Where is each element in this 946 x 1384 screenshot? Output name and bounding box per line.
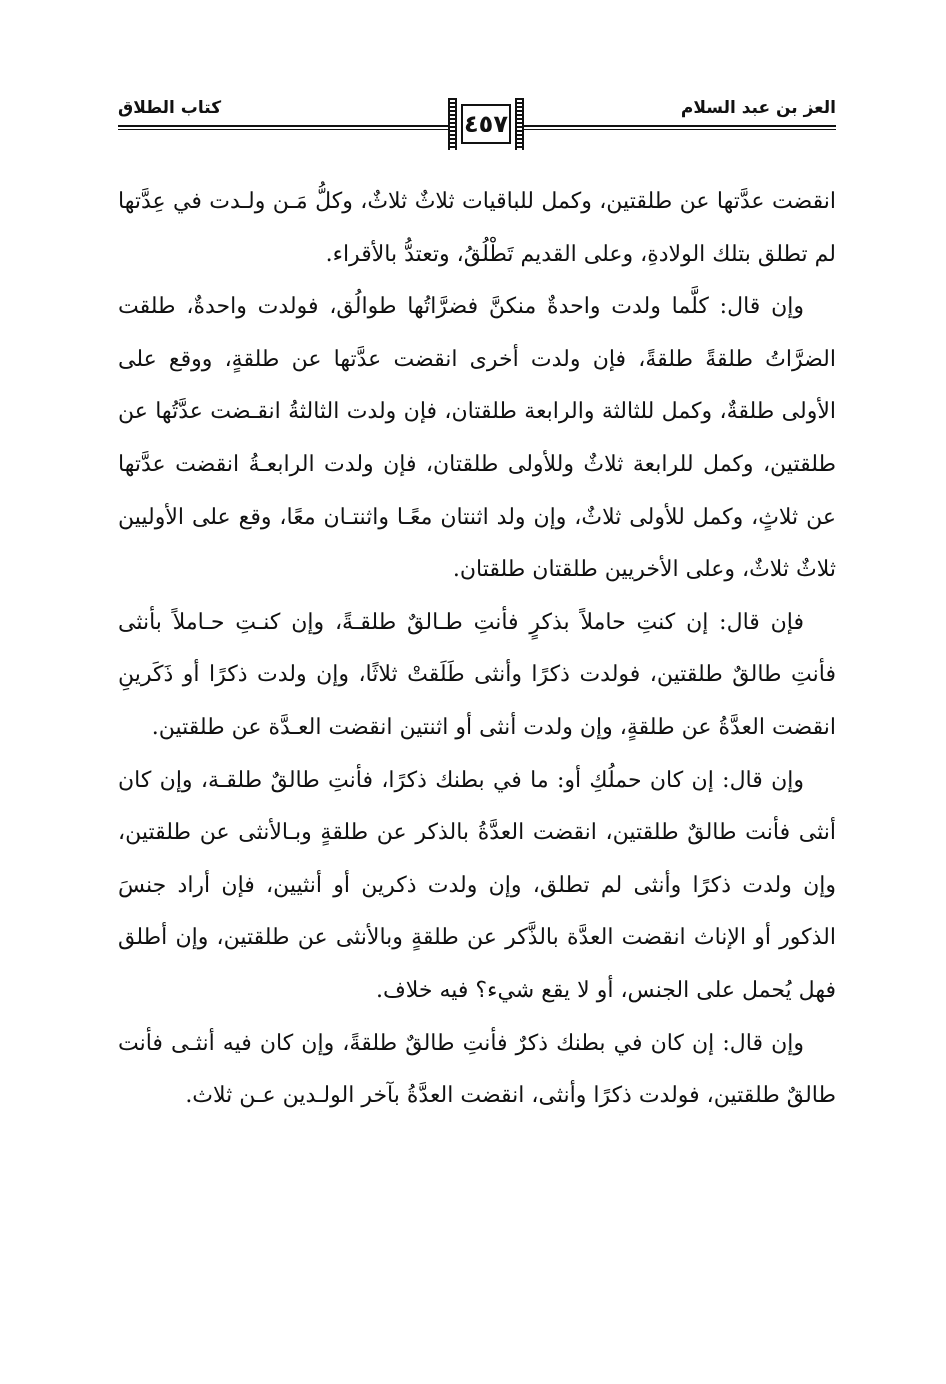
frame-ornament-right	[515, 98, 524, 150]
paragraph: وإن قال: إن كان في بطنك ذكرٌ فأنتِ طالقٌ طلقةً، وإن كان فيه أنثـى فأنت طالقٌ طلقتين، فولدت ذكرًا وأنثى، انقضت العدَّةُ بآخر الولـدين عـن ثلاث.	[118, 1030, 836, 1109]
page-number: ٤٥٧	[461, 104, 511, 144]
header-book-title: كتاب الطلاق	[118, 98, 222, 118]
paragraph: انقضت عدَّتها عن طلقتين، وكمل للباقيات ثلاثٌ ثلاثٌ، وكلُّ مَـن ولـدت في عِدَّتها لم تطلق بتلك الولادةِ، وعلى القديم تَطْلُقُ، وتعتدُّ بالأقراء.	[118, 189, 836, 267]
frame-ornament-left	[448, 98, 457, 150]
paragraph: وإن قال: كلَّما ولدت واحدةٌ منكنَّ فضرَّاتُها طوالُق، فولدت واحدةٌ، طلقت الضرَّاتُ طلقةً طلقةً، فإن ولدت أخرى انقضت عدَّتها عن طلقةٍ، ووقع على الأولى طلقةٌ، وكمل للثالثة والرابعة طلقتان، فإن ولدت الثالثةُ انقـضت عدَّتُها عن طلقتين، وكمل للرابعة ثلاثٌ وللأولى طلقتان، فإن ولدت الرابعـةُ انقضت عدَّتها عن ثلاثٍ، وكمل للأولى ثلاثٌ، وإن ولد اثنتان معًـا واثنتـان معًا، وقع على الأوليين ثلاثٌ ثلاثٌ، وعلى الأخريين طلقتان طلقتان.	[118, 294, 836, 583]
body-text	[118, 176, 836, 1123]
header-author: العز بن عبد السلام	[680, 98, 836, 118]
page-number-frame	[448, 98, 524, 150]
paragraph: فإن قال: إن كنتِ حاملاً بذكرٍ فأنتِ طـالقٌ طلقـةً، وإن كنـتِ حـاملاً بأنثى فأنتِ طالقٌ طلقتين، فولدت ذكرًا وأنثى طَلَقتْ ثلاثًا، وإن ولدت ذكرًا أو ذَكَرينِ انقضت العدَّةُ عن طلقةٍ، وإن ولدت أنثى أو اثنتين انقضت العـدَّة عن طلقتين.	[118, 609, 836, 740]
paragraph: وإن قال: إن كان حملُكِ أو: ما في بطنك ذكرًا، فأنتِ طالقٌ طلقـة، وإن كان أنثى فأنت طالقٌ طلقتين، انقضت العدَّةُ بالذكر عن طلقةٍ وبـالأنثى عن طلقتين، وإن ولدت ذكرًا وأنثى لم تطلق، وإن ولدت ذكرين أو أنثيين، فإن أراد جنسَ الذكور أو الإناث انقضت العدَّة بالذَّكر عن طلقةٍ وبالأنثى عن طلقتين، وإن أطلق فهل يُحمل على الجنس، أو لا يقع شيء؟ فيه خلاف.	[118, 767, 836, 1003]
